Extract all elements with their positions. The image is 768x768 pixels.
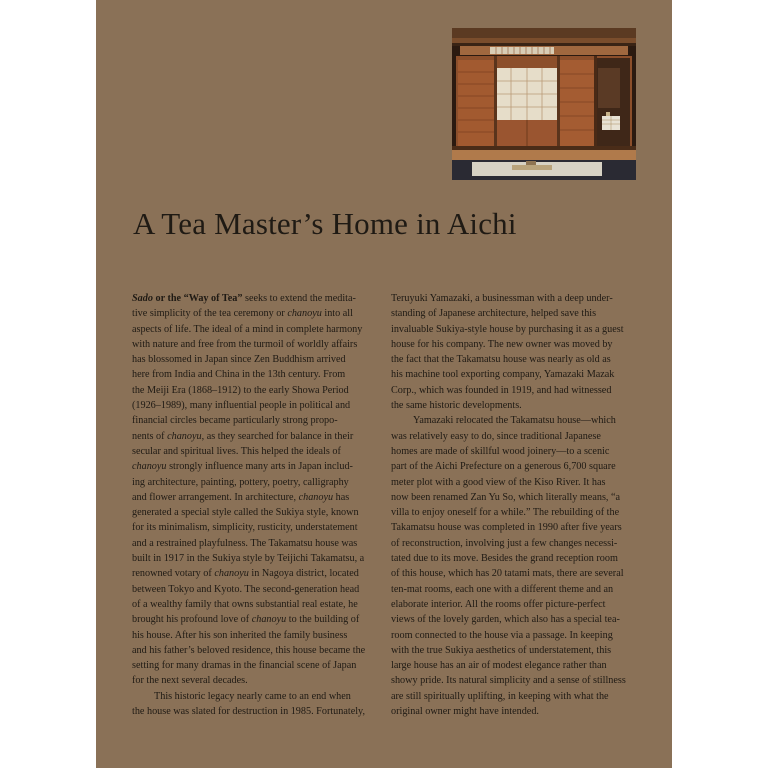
text-run: part of the Aichi Prefecture on a generous 6,700 square: [391, 461, 616, 473]
text-line: [132, 398, 376, 413]
text-run: and flower arrangement. In architecture,: [132, 491, 299, 503]
text-run: chanoyu: [214, 568, 249, 580]
text-line: [391, 582, 635, 597]
text-run: generated a special style called the Sukiya style, known: [132, 507, 359, 519]
text-line: [132, 337, 376, 352]
text-run: showy pride. Its natural simplicity and a sense of stillness: [391, 675, 626, 687]
text-run: renowned votary of: [132, 568, 215, 580]
text-line: [132, 429, 376, 444]
text-run: and his father’s beloved residence, this house became the: [132, 644, 366, 656]
text-line: [132, 658, 376, 673]
text-line: [391, 322, 635, 337]
text-run: This historic legacy nearly came to an end when: [154, 690, 351, 702]
text-line: [391, 612, 635, 627]
text-run: was relatively easy to do, since traditional Japanese: [391, 430, 601, 442]
text-run: invaluable Sukiya-style house by purchasing it as a guest: [391, 323, 624, 335]
text-line: [391, 413, 635, 428]
text-run: tated due to its move. Besides the grand reception room: [391, 553, 618, 565]
text-run: into all: [321, 308, 353, 320]
text-line: [391, 337, 635, 352]
text-run: Takamatsu house was completed in 1990 after five years: [391, 522, 622, 534]
text-line: [132, 536, 376, 551]
text-run: house for his company. The new owner was moved by: [391, 338, 613, 350]
text-line: [391, 306, 635, 321]
text-run: tive simplicity of the tea ceremony or: [132, 308, 288, 320]
text-line: [132, 689, 376, 704]
text-line: [391, 475, 635, 490]
text-run: chanoyu: [132, 461, 167, 473]
text-run: chanoyu: [298, 491, 334, 503]
text-line: [132, 413, 376, 428]
text-run: with nature and free from the turmoil of worldly affairs: [132, 338, 358, 350]
text-line: [391, 291, 635, 306]
text-run: strongly influence many arts in Japan includ-: [166, 461, 353, 473]
text-run: here from India and China in the 13th century. From: [132, 369, 346, 381]
book-page: [96, 0, 672, 768]
text-run: of reconstruction, involving just a few changes necessi-: [391, 537, 618, 549]
text-run: brought his profound love of: [132, 614, 252, 626]
right-text-column: [391, 291, 635, 719]
text-line: [391, 551, 635, 566]
text-run: for its minimalism, simplicity, rusticity, understatement: [132, 522, 358, 534]
text-run: and a restrained playfulness. The Takamatsu house was: [132, 537, 358, 549]
text-run: Teruyuki Yamazaki, a businessman with a deep under-: [391, 293, 613, 304]
text-line: [132, 367, 376, 382]
text-line: [391, 704, 635, 719]
text-run: are still spiritually uplifting, in keeping with what the: [391, 690, 609, 702]
text-run: Yamazaki relocated the Takamatsu house—which: [413, 415, 616, 427]
text-run: room connected to the house via a passage. In keeping: [391, 629, 613, 641]
text-line: [132, 505, 376, 520]
text-run: the fact that the Takamatsu house was nearly as old as: [391, 354, 611, 366]
text-run: chanoyu: [167, 430, 202, 442]
text-run: chanoyu: [251, 614, 287, 626]
text-line: [391, 367, 635, 382]
text-run: his machine tool exporting company, Yamazaki Mazak: [391, 369, 615, 381]
text-run: large house has an air of modest elegance rather than: [391, 660, 607, 672]
text-run: now been renamed Zan Yu So, which literally means, “a: [391, 491, 621, 503]
text-run: financial circles became particularly strong propo-: [132, 415, 338, 427]
text-run: of this house, which has 20 tatami mats, there are several: [391, 568, 624, 580]
text-line: [132, 551, 376, 566]
text-run: has blossomed in Japan since Zen Buddhism arrived: [132, 354, 346, 366]
text-run: in Nagoya district, located: [248, 568, 359, 580]
text-run: the same historic developments.: [391, 400, 522, 412]
text-line: [391, 490, 635, 505]
text-run: secular and spiritual lives. This helped the ideals of: [132, 445, 341, 457]
text-line: [132, 306, 376, 321]
text-line: [132, 444, 376, 459]
text-line: [391, 383, 635, 398]
text-line: [132, 704, 376, 719]
text-line: [132, 643, 376, 658]
text-line: [132, 520, 376, 535]
text-run: Corp., which was founded in 1919, and had witnessed: [391, 384, 612, 396]
text-line: [132, 475, 376, 490]
text-line: [391, 536, 635, 551]
text-line: [132, 291, 376, 306]
article-title: A Tea Master’s Home in Aichi: [133, 206, 517, 241]
text-run: standing of Japanese architecture, helped save this: [391, 308, 597, 320]
text-run: aspects of life. The ideal of a mind in complete harmony: [132, 323, 363, 335]
text-run: original owner might have intended.: [391, 706, 539, 718]
text-run: (1926–1989), many influential people in political and: [132, 400, 351, 412]
text-run: seeks to extend the medita-: [242, 293, 356, 304]
text-line: [132, 352, 376, 367]
text-run: or the “Way of Tea”: [152, 293, 243, 304]
text-run: between Tokyo and Kyoto. The second-generation head: [132, 583, 360, 595]
text-run: of a wealthy family that owns substantial real estate, he: [132, 598, 358, 610]
text-line: [391, 566, 635, 581]
text-run: ing architecture, painting, pottery, poetry, calligraphy: [132, 476, 349, 488]
text-line: [132, 612, 376, 627]
text-line: [132, 628, 376, 643]
text-line: [391, 658, 635, 673]
text-run: built in 1917 in the Sukiya style by Teijichi Takamatsu, a: [132, 553, 365, 565]
text-line: [391, 505, 635, 520]
text-line: [132, 566, 376, 581]
text-line: [391, 597, 635, 612]
text-run: the house was slated for destruction in 1985. Fortunately,: [132, 706, 366, 718]
text-line: [391, 398, 635, 413]
text-line: [391, 352, 635, 367]
text-run: homes are made of skillful wood joinery—to a scenic: [391, 445, 610, 457]
text-run: to the building of: [286, 614, 360, 626]
text-run: ten-mat rooms, each one with a different theme and an: [391, 583, 614, 595]
text-line: [391, 459, 635, 474]
text-line: [132, 597, 376, 612]
text-run: has: [333, 491, 350, 503]
text-line: [132, 673, 376, 688]
text-line: [391, 673, 635, 688]
text-run: chanoyu: [287, 308, 322, 320]
text-line: [132, 582, 376, 597]
text-run: elaborate interior. All the rooms offer picture-perfect: [391, 598, 606, 610]
text-run: villa to enjoy oneself for a while.” The rebuilding of the: [391, 507, 620, 519]
text-run: nents of: [132, 430, 168, 442]
left-text-column: [132, 291, 376, 719]
text-run: the Meiji Era (1868–1912) to the early Showa Period: [132, 384, 349, 396]
text-line: [132, 459, 376, 474]
text-line: [391, 520, 635, 535]
text-run: views of the lovely garden, which also has a special tea-: [391, 614, 620, 626]
text-line: [391, 628, 635, 643]
text-line: [391, 643, 635, 658]
text-run: for the next several decades.: [132, 675, 248, 687]
tearoom-interior-photo: [452, 28, 636, 180]
text-run: with the true Sukiya aesthetics of understatement, this: [391, 644, 612, 656]
text-run: meter plot with a good view of the Kiso River. It has: [391, 476, 606, 488]
text-line: [391, 429, 635, 444]
text-line: [391, 689, 635, 704]
text-run: setting for many dramas in the financial scene of Japan: [132, 660, 357, 672]
text-line: [391, 444, 635, 459]
text-line: [132, 322, 376, 337]
text-line: [132, 490, 376, 505]
text-line: [132, 383, 376, 398]
text-run: his house. After his son inherited the family business: [132, 629, 348, 641]
text-run: , as they searched for balance in their: [201, 430, 354, 442]
text-run: Sado: [132, 293, 153, 304]
